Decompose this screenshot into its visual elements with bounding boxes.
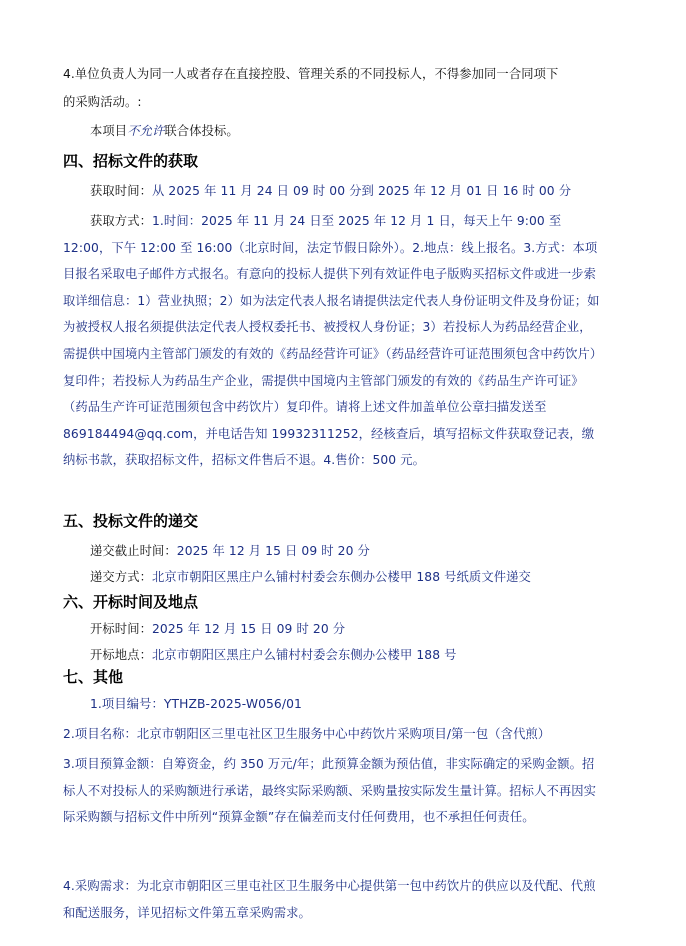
open-time-value: 2025 年 12 月 15 日 09 时 20 分 <box>152 622 346 636</box>
consortium-value: 不允许 <box>127 124 165 138</box>
open-place <box>90 643 630 667</box>
open-place-value: 北京市朝阳区黑庄户么铺村村委会东侧办公楼甲 188 号 <box>152 648 457 662</box>
other-item-3: 3.项目预算金额：自筹资金，约 350 万元/年；此预算金额为预估值，非实际确定的采购金额。招标人不对投标人的采购额进行承诺，最终实际采购额、采购量按实际发生量计算。招标人不再因实际采购额与招标文件中所列“预算金额”存在偏差而支付任何费用，也不承担任何责任。 <box>63 757 597 825</box>
section7-title: 七、其他 <box>63 668 124 686</box>
acquire-time-label: 获取时间： <box>90 184 152 198</box>
acquire-time-value: 从 2025 年 11 月 24 日 09 时 00 分到 2025 年 12 月 01 日 16 时 00 分 <box>152 184 572 198</box>
acquire-method <box>63 208 601 474</box>
acquire-method-label: 获取方式： <box>90 214 152 228</box>
open-time <box>90 617 630 641</box>
open-place-label: 开标地点： <box>90 648 152 662</box>
other-item-4: 4.采购需求：为北京市朝阳区三里屯社区卫生服务中心提供第一包中药饮片的供应以及代配、代煎和配送服务，详见招标文件第五章采购需求。 <box>63 879 596 920</box>
other-item-2: 2.项目名称：北京市朝阳区三里屯社区卫生服务中心中药饮片采购项目/第一包（含代煎） <box>63 727 551 741</box>
consortium-suffix: 联合体投标。 <box>164 124 239 138</box>
consortium-prefix: 本项目 <box>90 124 128 138</box>
submit-method-label: 递交方式： <box>90 570 152 584</box>
submit-deadline <box>90 539 630 563</box>
deadline-value: 2025 年 12 月 15 日 09 时 20 分 <box>176 544 370 558</box>
item4-line1: 4.单位负责人为同一人或者存在直接控股、管理关系的不同投标人，不得参加同一合同项下 <box>63 67 559 81</box>
submit-method-value: 北京市朝阳区黑庄户么铺村村委会东侧办公楼甲 188 号纸质文件递交 <box>152 570 531 584</box>
consortium-paragraph <box>90 119 630 143</box>
section5-title: 五、投标文件的递交 <box>63 512 199 530</box>
item4-line2: 的采购活动。: <box>63 95 142 109</box>
section6-title: 六、开标时间及地点 <box>63 593 199 611</box>
acquire-time <box>90 179 630 203</box>
open-time-label: 开标时间： <box>90 622 152 636</box>
deadline-label: 递交截止时间： <box>90 544 177 558</box>
submit-method <box>90 565 630 589</box>
section4-title: 四、招标文件的获取 <box>63 152 199 170</box>
other-item-1: 1.项目编号：YTHZB-2025-W056/01 <box>90 697 302 711</box>
acquire-method-value: 1.时间：2025 年 11 月 24 日至 2025 年 12 月 1 日，每天上午 9:00 至 12:00，下午 12:00 至 16:00（北京时间，法定节假日除外）。2.地点：线上报名。3.方式：本项目报名采取电子邮件方式报名。有意向的投标人提供下列有效证件电子版购买招标文件或进一步索取详细信息：1）营业执照；2）如为法定代表人报名请提供法定代表人身份证明文件及身份证；如为被授权人报名须提供法定代表人授权委托书、被授权人身份证；3）若投标人为药品经营企业，需提供中国境内主管部门颁发的有效的《药品经营许可证》（药品经营许可证范围须包含中药饮片）复印件；若投标人为药品生产企业，需提供中国境内主管部门颁发的有效的《药品生产许可证》（药品生产许可证范围须包含中药饮片）复印件。请将上述文件加盖单位公章扫描发送至 869184494@qq.com，并电话告知 19932311252，经核查后，填写招标文件获取登记表，缴纳标书款，获取招标文件，招标文件售后不退。4.售价：500 元。 <box>63 214 600 468</box>
